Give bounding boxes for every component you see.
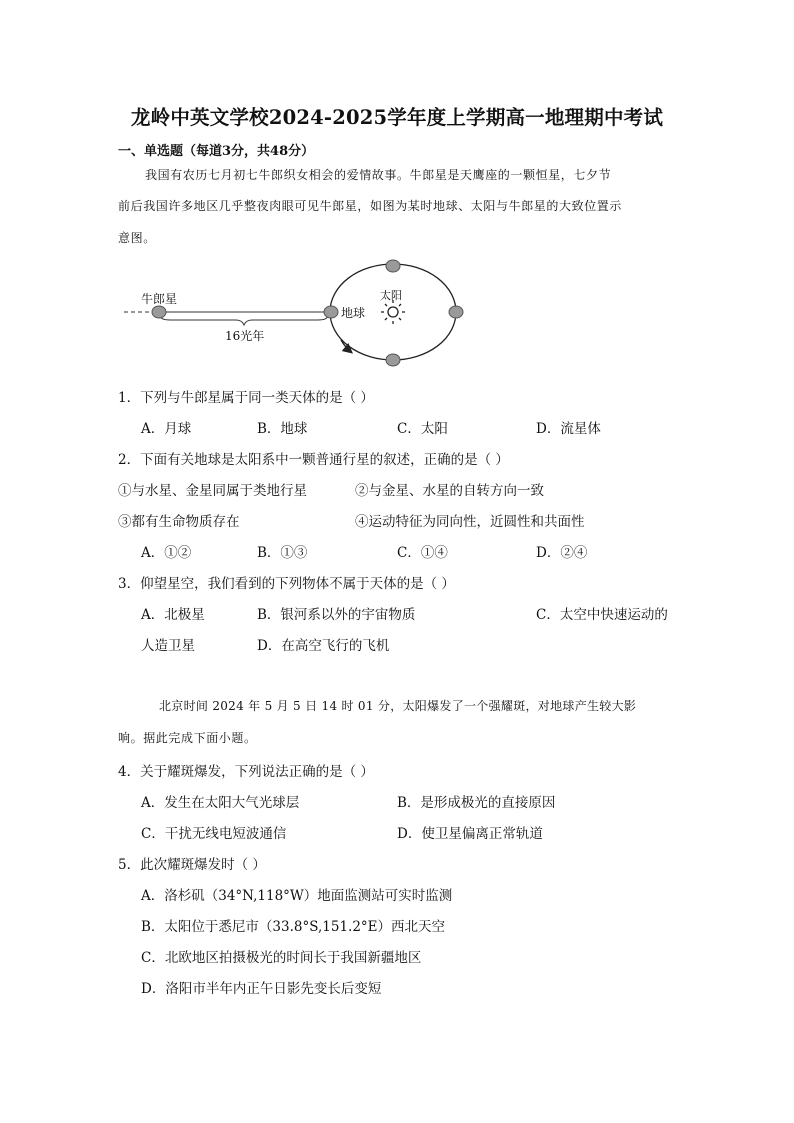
q4-option-a[interactable]: A．发生在太阳大气光球层 <box>141 795 300 811</box>
q1-option-d[interactable]: D．流星体 <box>536 421 601 437</box>
q2-statement-4: ④运动特征为同向性，近圆性和共面性 <box>355 514 585 530</box>
q2-option-a[interactable]: A．①② <box>141 545 192 561</box>
q2-statement-3: ③都有生命物质存在 <box>118 514 240 530</box>
earth-dot <box>324 306 338 318</box>
q1-option-b[interactable]: B．地球 <box>257 421 308 437</box>
q1-option-a[interactable]: A．月球 <box>141 421 192 437</box>
altair-dot <box>152 306 166 318</box>
intro1-line2: 前后我国许多地区几乎整夜肉眼可见牛郎星，如图为某时地球、太阳与牛郎星的大致位置示 <box>118 199 623 213</box>
intro2-line2: 响。据此完成下面小题。 <box>118 731 257 745</box>
sun-label: 太阳 <box>380 289 402 302</box>
q5-option-c[interactable]: C．北欧地区拍摄极光的时间长于我国新疆地区 <box>141 950 422 966</box>
earth-label: 地球 <box>341 306 366 320</box>
q5-option-b[interactable]: B．太阳位于悉尼市（33.8°S,151.2°E）西北天空 <box>141 919 446 935</box>
q1-option-c[interactable]: C．太阳 <box>397 421 448 437</box>
q4-option-d[interactable]: D．使卫星偏离正常轨道 <box>397 826 543 842</box>
q3-option-c-cont[interactable]: 人造卫星 <box>141 638 195 654</box>
q3-option-d[interactable]: D．在高空飞行的飞机 <box>257 638 390 654</box>
orbit-position-right <box>449 306 463 318</box>
orbit-position-bottom <box>386 354 400 366</box>
q4-option-c[interactable]: C．干扰无线电短波通信 <box>141 826 287 842</box>
intro1-line1: 我国有农历七月初七牛郎织女相会的爱情故事。牛郎星是天鹰座的一颗恒星，七夕节 <box>145 168 612 182</box>
question-5-stem: 5．此次耀斑爆发时（ ） <box>118 857 266 873</box>
q2-option-d[interactable]: D．②④ <box>536 545 588 561</box>
question-3-stem: 3．仰望星空，我们看到的下列物体不属于天体的是（ ） <box>118 576 455 592</box>
q5-option-a[interactable]: A．洛杉矶（34°N,118°W）地面监测站可实时监测 <box>141 888 453 904</box>
section-heading: 一、单选题（每道3分，共48分） <box>118 144 315 159</box>
q3-option-c[interactable]: C．太空中快速运动的 <box>536 607 668 623</box>
q4-option-b[interactable]: B．是形成极光的直接原因 <box>397 795 556 811</box>
q2-option-c[interactable]: C．①④ <box>397 545 448 561</box>
q3-option-b[interactable]: B．银河系以外的宇宙物质 <box>257 607 416 623</box>
q3-option-a[interactable]: A．北极星 <box>141 607 205 623</box>
orbit-position-top <box>386 260 400 272</box>
q2-statement-2: ②与金星、水星的自转方向一致 <box>355 483 544 499</box>
distance-brace <box>160 315 328 325</box>
intro1-line3: 意图。 <box>118 231 156 245</box>
q2-option-b[interactable]: B．①③ <box>257 545 308 561</box>
intro2-line1: 北京时间 2024 年 5 月 5 日 14 时 01 分，太阳爆发了一个强耀斑，对地球产生较大影 <box>159 699 637 713</box>
question-1-stem: 1．下列与牛郎星属于同一类天体的是（ ） <box>118 390 374 406</box>
sun-icon <box>381 300 405 324</box>
question-4-stem: 4．关于耀斑爆发，下列说法正确的是（ ） <box>118 764 374 780</box>
altair-label: 牛郎星 <box>141 292 178 306</box>
question-2-stem: 2．下面有关地球是太阳系中一颗普通行星的叙述，正确的是（ ） <box>118 452 509 468</box>
q2-statement-1: ①与水星、金星同属于类地行星 <box>118 483 307 499</box>
page-title: 龙岭中英文学校2024-2025学年度上学期高一地理期中考试 <box>130 106 664 129</box>
distance-label: 16光年 <box>225 329 265 343</box>
q5-option-d[interactable]: D．洛阳市半年内正午日影先变长后变短 <box>141 981 382 997</box>
